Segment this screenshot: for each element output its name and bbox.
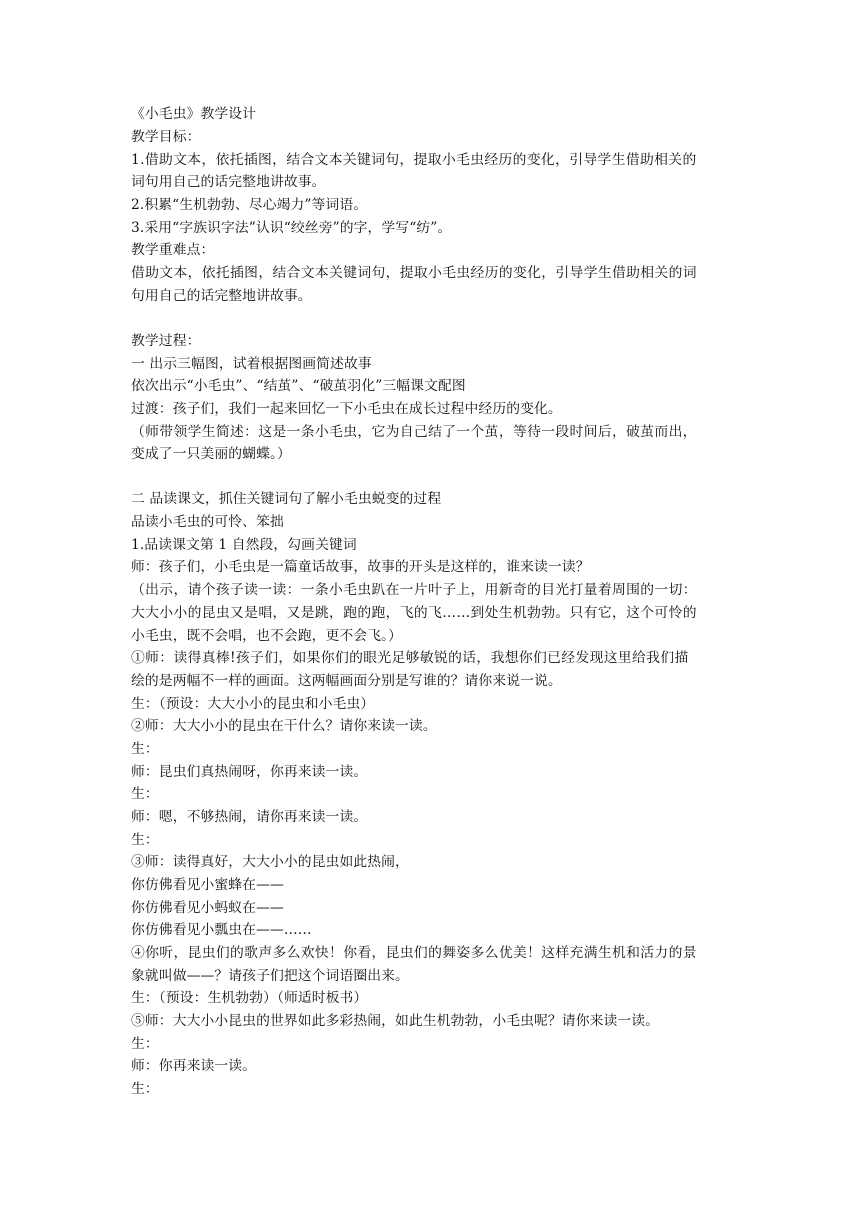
paragraph-line: （师带领学生简述：这是一条小毛虫，它为自己结了一个茧，等待一段时间后，破茧而出， <box>131 424 697 440</box>
paragraph-line: 师：你再来读一读。 <box>131 1058 257 1074</box>
paragraph-line: 3.采用“字族识字法”认识“绞丝旁”的字，学写“纺”。 <box>131 220 452 236</box>
paragraph-line: 借助文本，依托插图，结合文本关键词句，提取小毛虫经历的变化，引导学生借助相关的词 <box>131 265 697 281</box>
paragraph-line: 词句用自己的话完整地讲故事。 <box>131 174 326 190</box>
section-heading: 教学目标： <box>131 129 201 145</box>
paragraph-line: ②师：大大小小的昆虫在干什么？请你来读一读。 <box>131 718 437 734</box>
paragraph-line: 象就叫做——？请孩子们把这个词语圈出来。 <box>131 968 409 984</box>
paragraph-line: 生：（预设：生机勃勃）（师适时板书） <box>131 990 368 1006</box>
step-heading: 二 品读课文，抓住关键词句了解小毛虫蜕变的过程 <box>131 491 442 507</box>
paragraph-line: 1.品读课文第 1 自然段，勾画关键词 <box>131 537 357 553</box>
section-heading: 教学重难点： <box>131 242 215 258</box>
step-heading: 一 出示三幅图，试着根据图画简述故事 <box>131 356 372 372</box>
paragraph-line: 生： <box>131 1036 159 1052</box>
document-title: 《小毛虫》教学设计 <box>131 106 257 122</box>
paragraph-line: 你仿佛看见小蚂蚁在—— <box>131 900 284 916</box>
paragraph-line: 1.借助文本，依托插图，结合文本关键词句，提取小毛虫经历的变化，引导学生借助相关的 <box>131 152 697 168</box>
paragraph-line: 过渡：孩子们，我们一起来回忆一下小毛虫在成长过程中经历的变化。 <box>131 401 562 417</box>
paragraph-line: 师：孩子们，小毛虫是一篇童话故事，故事的开头是这样的，谁来读一读？ <box>131 559 590 575</box>
paragraph-line: 师：昆虫们真热闹呀，你再来读一读。 <box>131 764 368 780</box>
paragraph-line: ①师：读得真棒!孩子们，如果你们的眼光足够敏锐的话，我想你们已经发现这里给我们描 <box>131 650 689 666</box>
paragraph-line: 生： <box>131 741 159 757</box>
paragraph-line: 变成了一只美丽的蝴蝶。） <box>131 446 291 462</box>
section-heading: 教学过程： <box>131 333 201 349</box>
paragraph-line: 2.积累“生机勃勃、尽心竭力”等词语。 <box>131 197 368 213</box>
paragraph-line: 小毛虫，既不会唱，也不会跑，更不会飞。） <box>131 628 403 644</box>
paragraph-line: 依次出示“小毛虫”、“结茧”、“破茧羽化”三幅课文配图 <box>131 378 466 394</box>
paragraph-line: 生： <box>131 832 159 848</box>
paragraph-line: 师：嗯，不够热闹，请你再来读一读。 <box>131 809 368 825</box>
paragraph-line: （出示，请个孩子读一读：一条小毛虫趴在一片叶子上，用新奇的目光打量着周围的一切： <box>131 582 697 598</box>
paragraph-line: 大大小小的昆虫又是唱，又是跳，跑的跑，飞的飞……到处生机勃勃。只有它，这个可怜的 <box>131 605 697 621</box>
paragraph-line: 句用自己的话完整地讲故事。 <box>131 288 312 304</box>
paragraph-line: 你仿佛看见小蜜蜂在—— <box>131 877 284 893</box>
paragraph-line: ④你听，昆虫们的歌声多么欢快！你看，昆虫们的舞姿多么优美！这样充满生机和活力的景 <box>131 945 697 961</box>
paragraph-line: 生： <box>131 1081 159 1097</box>
paragraph-line: 品读小毛虫的可怜、笨拙 <box>131 514 284 530</box>
paragraph-line: 生： <box>131 786 159 802</box>
paragraph-line: ⑤师：大大小小昆虫的世界如此多彩热闹，如此生机勃勃，小毛虫呢？请你来读一读。 <box>131 1013 660 1029</box>
paragraph-line: 绘的是两幅不一样的画面。这两幅画面分别是写谁的？请你来说一说。 <box>131 673 562 689</box>
paragraph-line: 你仿佛看见小瓢虫在——…… <box>131 922 312 938</box>
paragraph-line: 生：（预设：大大小小的昆虫和小毛虫） <box>131 696 375 712</box>
paragraph-line: ③师：读得真好，大大小小的昆虫如此热闹， <box>131 854 409 870</box>
